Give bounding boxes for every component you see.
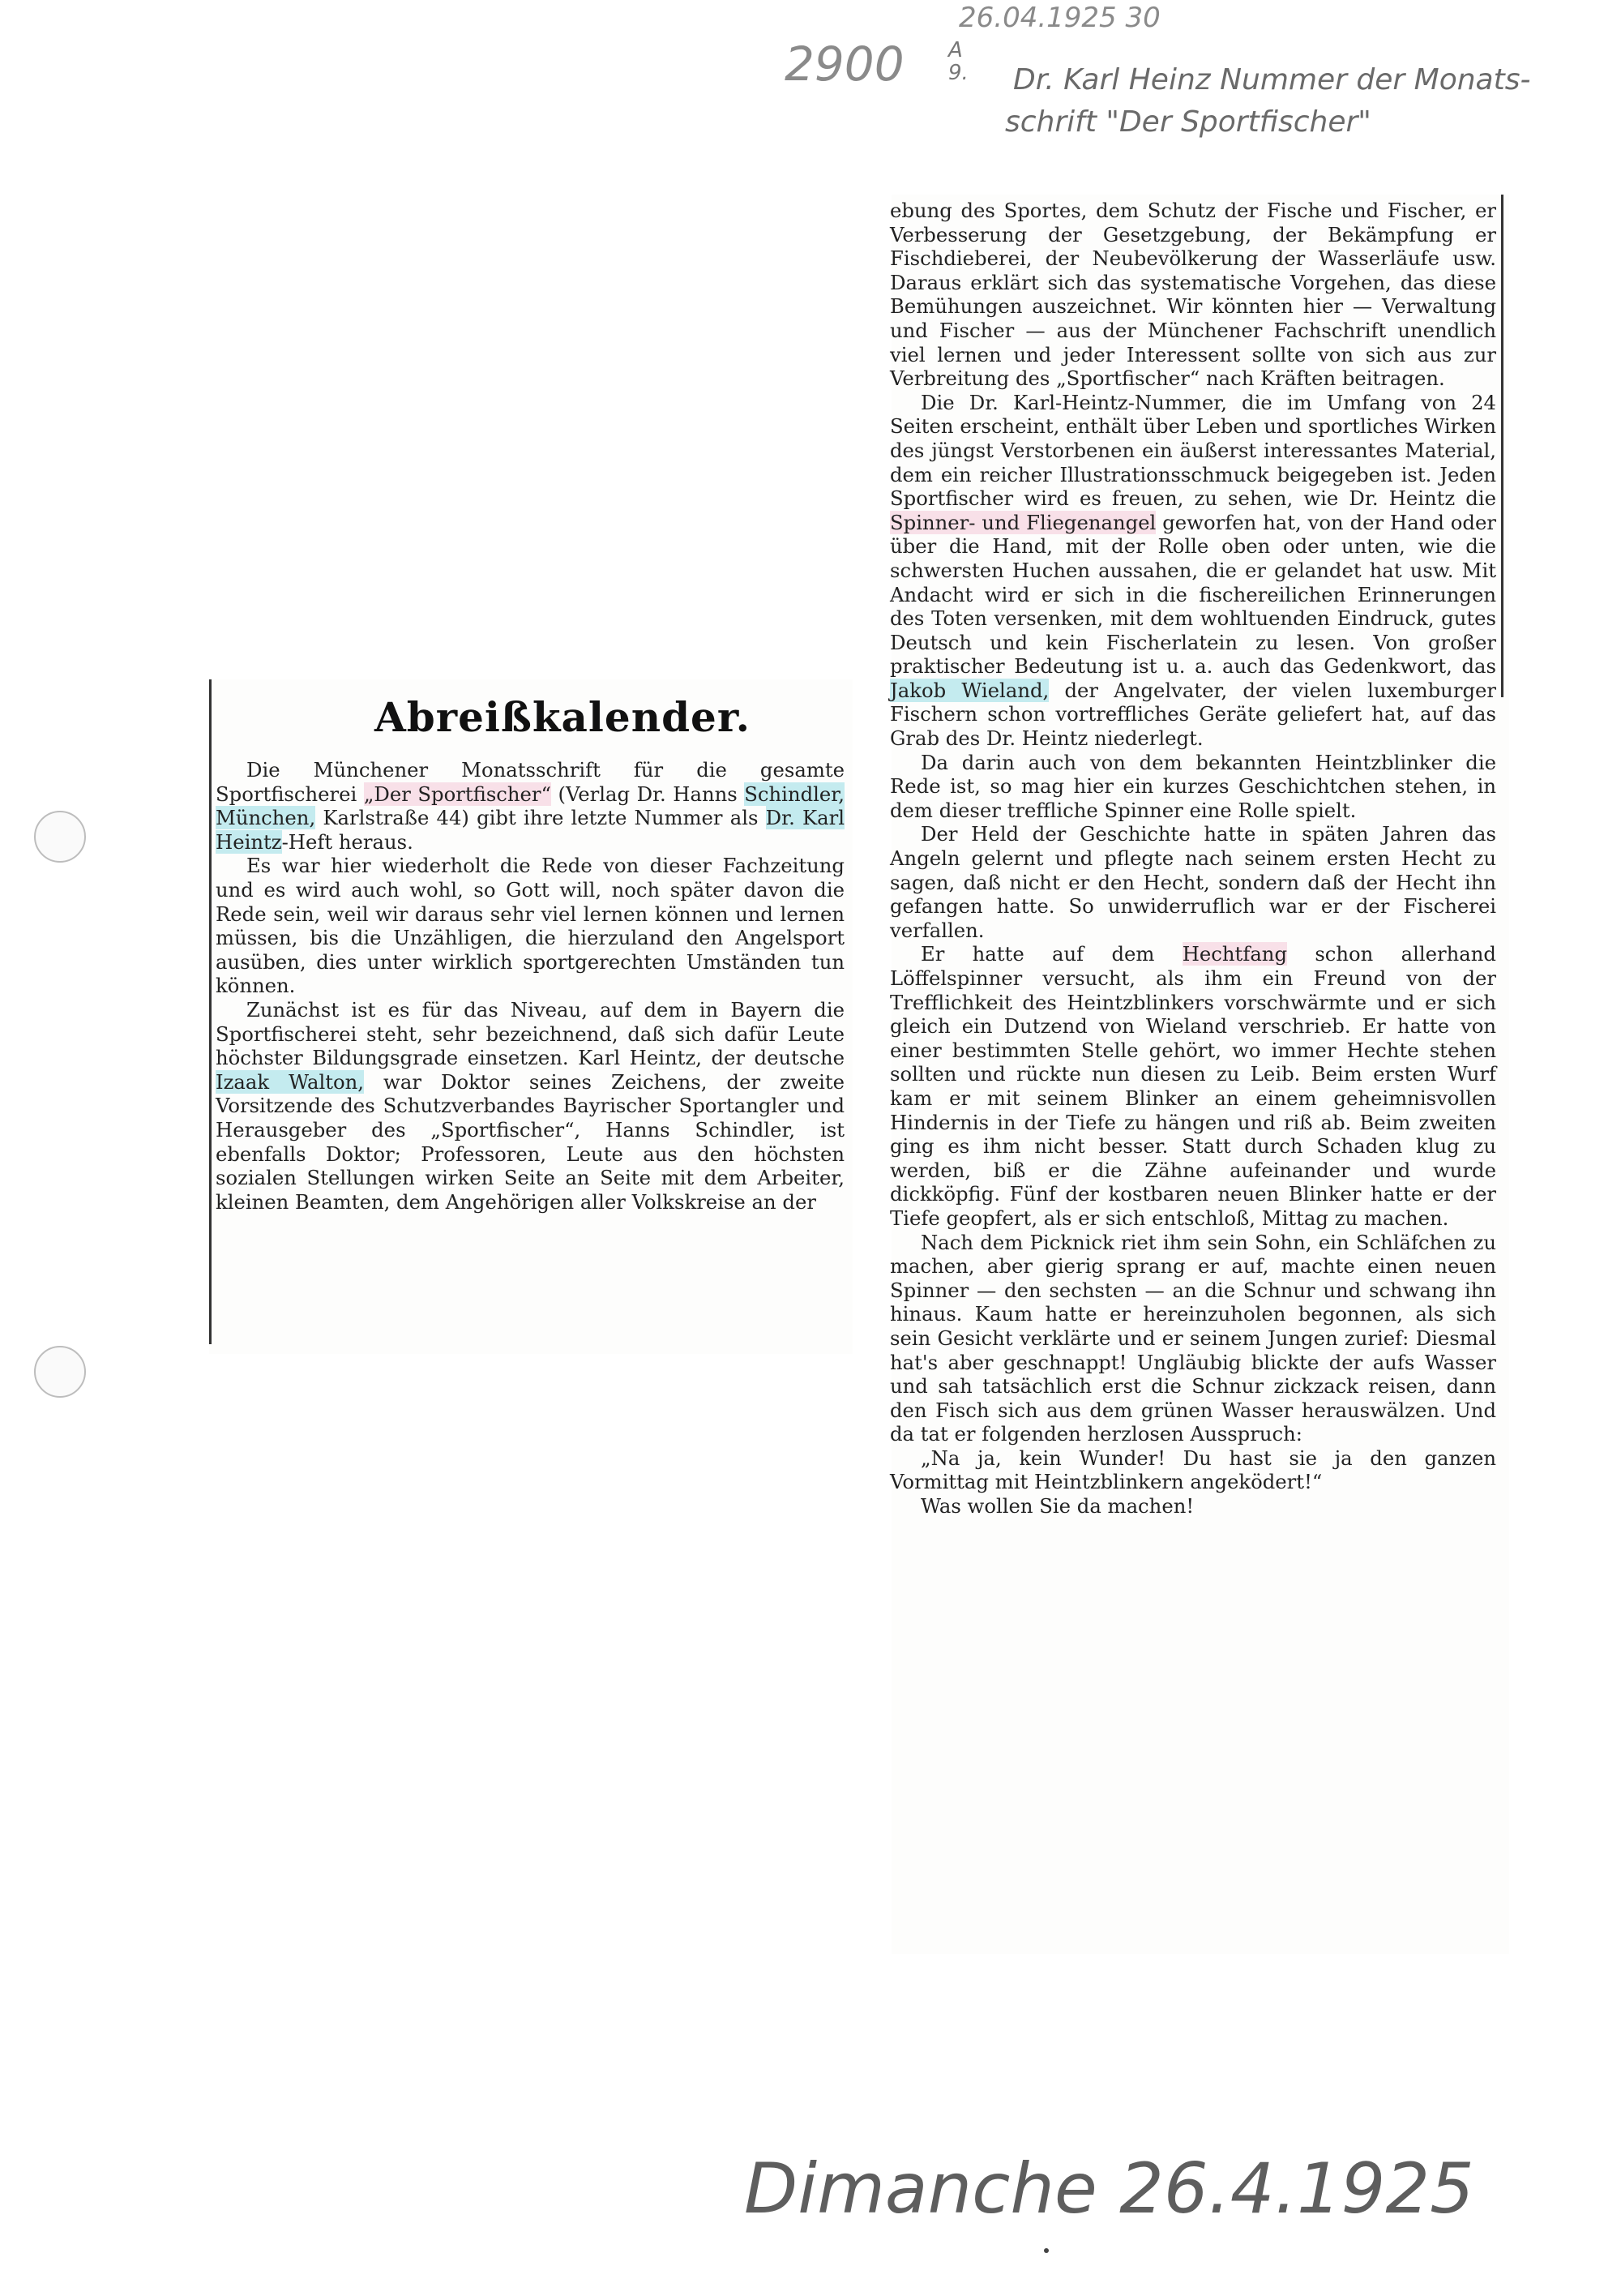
text-segment: Es war hier wiederholt die Rede von dieser Fachzeitung und es wird auch wohl, so Gott will, noch später davon die Rede sein, weil wir daraus sehr viel lernen können und lernen müssen, bis die Unzähligen, die hierzuland den Angelsport ausüben, dies unter wirklich sportgerechten Umständen tun können. — [216, 854, 845, 998]
text-segment: -Heft heraus. — [281, 829, 413, 854]
highlighted-text-pink: „Der Sportfischer“ — [363, 782, 551, 806]
article-paragraph — [890, 1494, 1496, 1519]
text-segment: Er hatte auf dem — [921, 942, 1183, 966]
text-segment: Zunächst ist es für das Niveau, auf dem in Bayern die Sportfischerei steht, sehr bezeichnend, daß sich dafür Leute höchster Bildungsgrade einsetzen. Karl Heintz, der deutsche — [216, 997, 845, 1070]
left-clipping-edge — [209, 679, 212, 1344]
ink-dot — [1044, 2248, 1049, 2253]
text-segment: „Na ja, kein Wunder! Du hast sie ja den ganzen Vormittag mit Heintzblinkern angeködert!“ — [890, 1446, 1496, 1494]
handwritten-note-line2: schrift "Der Sportfischer" — [1005, 105, 1371, 139]
article-paragraph — [890, 822, 1496, 942]
text-segment: Nach dem Picknick riet ihm sein Sohn, ein Schläfchen zu machen, aber gierig sprang er auf, machte einen neuen Spinner — den sechsten — an die Schnur und schwang ihn hinaus. Kaum hatte er hereinzuholen begonnen, als sich sein Gesicht verklärte und er seinem Jungen zurief: Diesmal hat's aber geschnappt! Ungläubig blickte der aufs Wasser und sah tatsächlich erst die Schnur zickzack reisen, dann den Fisch sich aus dem grünen Wasser herauswälzen. Und da tat er folgenden herzlosen Ausspruch: — [890, 1230, 1496, 1446]
article-paragraph — [890, 1446, 1496, 1494]
text-segment: Karlstraße 44) gibt ihre letzte Nummer als — [315, 806, 766, 830]
highlighted-text-blue: Schindler, München, — [216, 782, 845, 830]
article-paragraph — [890, 942, 1496, 1230]
text-segment: war Doktor seines Zeichens, der zweite Vorsitzende des Schutzverbandes Bayrischer Sportangler und Herausgeber des „Sportfischer“, Hanns Schindler, ist ebenfalls Doktor; Professoren, Leute aus den höchsten sozialen Stellungen wirken Seite an Seite mit dem Arbeiter, kleinen Beamten, dem Angehörigen aller Volkskreise an der — [216, 1069, 845, 1214]
article-headline: Abreißkalender. — [374, 693, 751, 741]
highlighted-text-blue: Dr. Karl Heintz — [216, 806, 845, 854]
handwritten-side-marks: A 9. — [948, 38, 969, 85]
article-paragraph — [216, 998, 845, 1214]
text-segment: schon allerhand Löffelspinner versucht, als ihm ein Freund von der Trefflichkeit des Heintzblinkers vorschwärmte und er sich gleich ein Dutzend von Wieland verschrieb. Er hatte von einer bestimmten Stelle gehört, wo immer Hechte stehen sollten und rückte nun diesen zu Leib. Beim ersten Wurf kam er mit seinem Blinker an einem geheimnisvollen Hindernis in der Tiefe zu hängen und riß ab. Beim zweiten ging es ihm nicht besser. Statt durch Schaden klug zu werden, biß er die Zähne aufeinander und wurde dickköpfig. Fünf der kostbaren neuen Blinker hatte er der Tiefe geopfert, als er sich entschloß, Mittag zu machen. — [890, 942, 1496, 1230]
handwritten-note-line1: Dr. Karl Heinz Nummer der Monats- — [1013, 63, 1531, 96]
text-segment: der Angelvater, der vielen luxemburger Fischern schon vortreffliches Geräte geliefert hat, auf das Grab des Dr. Heintz niederlegt. — [890, 678, 1496, 751]
punch-hole-lower — [34, 1346, 86, 1398]
punch-hole-upper — [34, 811, 86, 863]
article-paragraph — [890, 391, 1496, 751]
text-segment: ebung des Sportes, dem Schutz der Fische und Fischer, er Verbesserung der Gesetzgebung, der Bekämpfung er Fischdieberei, der Neubevölkerung der Wasserläufe usw. Daraus erklärt sich das systematische Vorgehen, das diese Bemühungen auszeichnet. Wir könnten hier — Verwaltung und Fischer — aus der Münchener Fachschrift unendlich viel lernen und jeder Interessent sollte von sich aus zur Verbreitung des „Sportfischer“ nach Kräften beitragen. — [890, 199, 1496, 391]
highlighted-text-blue: Jakob Wieland, — [890, 678, 1050, 702]
highlighted-text-blue: Izaak Walton, — [216, 1069, 365, 1094]
handwritten-date-top: 26.04.1925 30 — [959, 2, 1161, 34]
article-paragraph — [216, 854, 845, 998]
right-clipping-edge — [1501, 195, 1503, 697]
article-paragraph — [216, 758, 845, 854]
left-column-text — [216, 758, 845, 1342]
article-paragraph — [890, 1231, 1496, 1446]
text-segment: Was wollen Sie da machen! — [921, 1494, 1195, 1519]
text-segment: Die Dr. Karl-Heintz-Nummer, die im Umfang von 24 Seiten erscheint, enthält über Leben und sportliches Wirken des jüngst Verstorbenen ein äußerst interessantes Material, dem ein reicher Illustrationsschmuck beigegeben ist. Jeden Sportfischer wird es freuen, zu sehen, wie Dr. Heintz die — [890, 390, 1496, 511]
text-segment: geworfen hat, von der Hand oder über die Hand, mit der Rolle oben oder unten, wie die schwersten Huchen aussahen, die er gelandet hat usw. Mit Andacht wird er sich in die fischereilichen Erinnerungen des Toten versenken, mit dem wohltuenden Eindruck, gutes Deutsch und kein Fischerlatein zu lesen. Von großer praktischer Bedeutung ist u. a. auch das Gedenkwort, das — [890, 510, 1496, 679]
text-segment: Da darin auch von dem bekannten Heintzblinker die Rede ist, so mag hier ein kurzes Geschichtchen stehen, in dem dieser treffliche Spinner eine Rolle spielt. — [890, 750, 1496, 822]
handwritten-source-bottom: Dimanche 26.4.1925 — [744, 2148, 1474, 2230]
right-column-text — [890, 199, 1496, 1942]
text-segment: Die Münchener Monatsschrift für die gesamte Sportfischerei — [216, 758, 845, 806]
archive-number: 2900 — [785, 36, 905, 92]
text-segment: Der Held der Geschichte hatte in späten Jahren das Angeln gelernt und pflegte nach seinem ersten Hecht zu sagen, daß nicht er den Hecht, sondern daß der Hecht ihn gefangen hatte. So unwiderruflich war er der Fischerei verfallen. — [890, 822, 1496, 942]
article-paragraph — [890, 199, 1496, 391]
text-segment: (Verlag Dr. Hanns — [550, 782, 745, 806]
article-paragraph — [890, 751, 1496, 823]
highlighted-text-pink: Hechtfang — [1182, 942, 1288, 966]
highlighted-text-pink: Spinner- und Fliegenangel — [890, 510, 1157, 534]
